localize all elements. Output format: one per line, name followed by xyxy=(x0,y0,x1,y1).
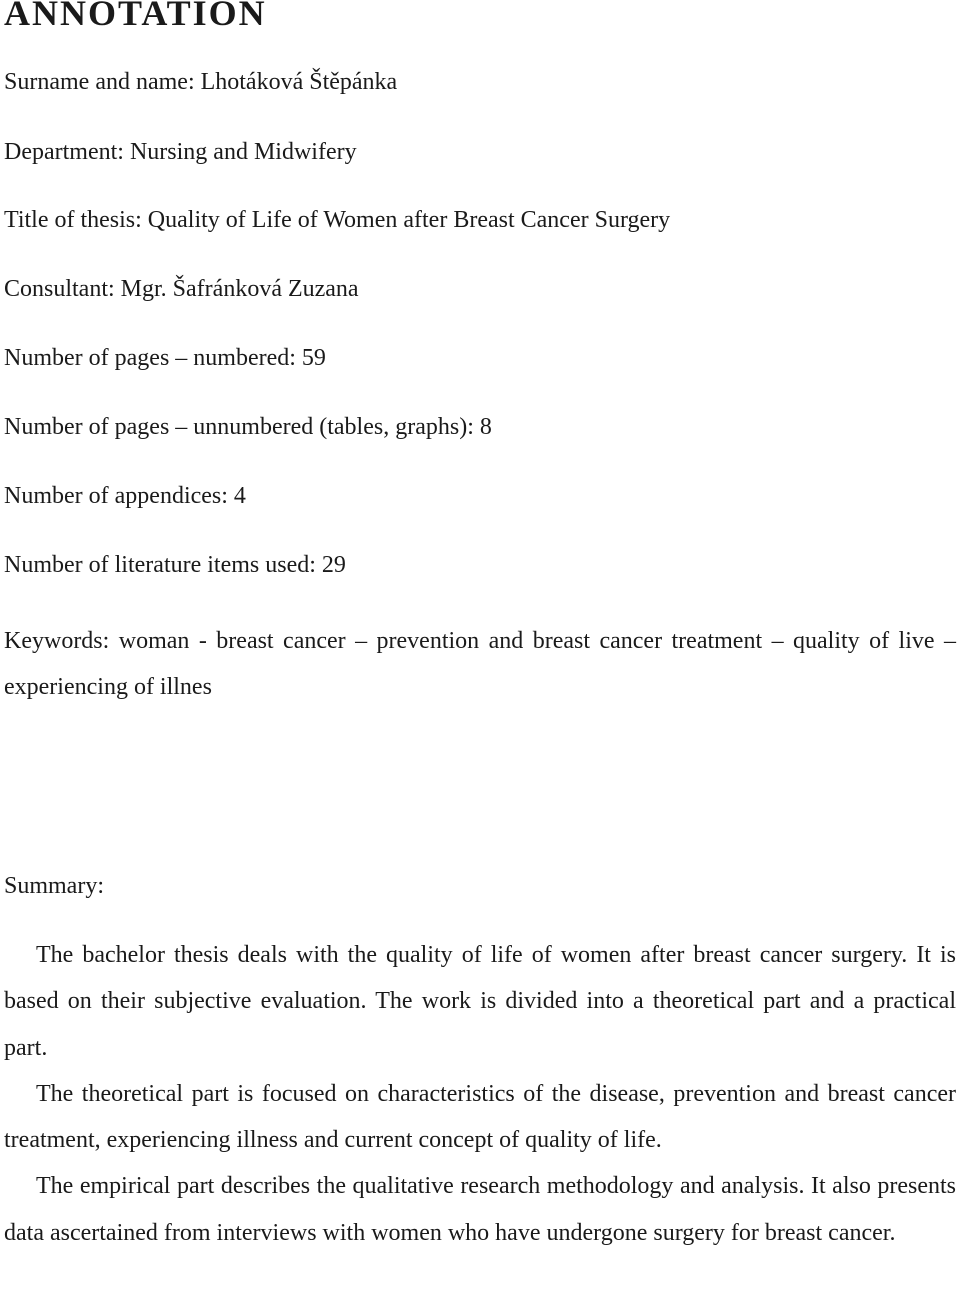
keywords-paragraph: Keywords: woman - breast cancer – prevention and breast cancer treatment – quality of live – experiencing of illnes xyxy=(4,628,956,700)
consultant-line: Consultant: Mgr. Šafránková Zuzana xyxy=(4,276,359,302)
summary-paragraph: The bachelor thesis deals with the quality of life of women after breast cancer surgery. It is based on their subjective evaluation. The work is divided into a theoretical part and a practical part. xyxy=(4,942,956,1061)
surname-name-line: Surname and name: Lhotáková Štěpánka xyxy=(4,69,398,95)
summary-label: Summary: xyxy=(4,873,104,899)
page-title: ANNOTATION xyxy=(4,0,267,33)
pages-unnumbered-line: Number of pages – unnumbered (tables, graphs): 8 xyxy=(4,414,492,440)
summary-body xyxy=(4,932,956,1256)
department-line: Department: Nursing and Midwifery xyxy=(4,139,357,165)
pages-numbered-line: Number of pages – numbered: 59 xyxy=(4,345,326,371)
summary-paragraph: The theoretical part is focused on characteristics of the disease, prevention and breast cancer treatment, experiencing illness and current concept of quality of life. xyxy=(4,1080,956,1154)
summary-paragraph: The empirical part describes the qualitative research methodology and analysis. It also presents data ascertained from interviews with women who have undergone surgery for breast cancer. xyxy=(4,1173,956,1246)
thesis-title-line: Title of thesis: Quality of Life of Women after Breast Cancer Surgery xyxy=(4,207,671,233)
literature-line: Number of literature items used: 29 xyxy=(4,552,346,578)
appendices-line: Number of appendices: 4 xyxy=(4,483,246,509)
